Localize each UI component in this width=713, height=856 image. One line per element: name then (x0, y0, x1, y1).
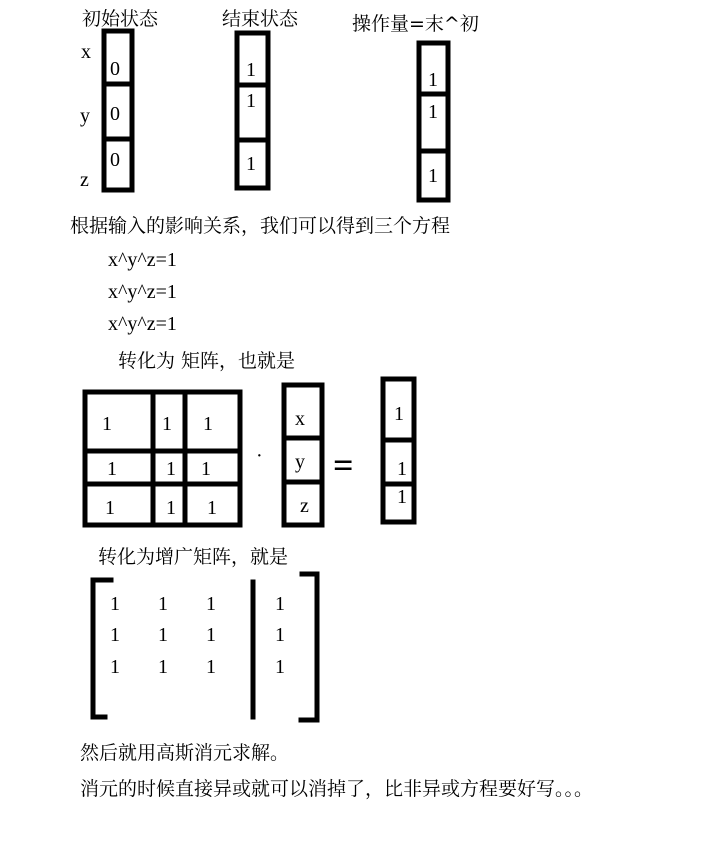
right-bracket (301, 574, 317, 720)
augmented-cell: 1 (206, 593, 216, 615)
initial-state-vector (104, 31, 132, 190)
coefficient-matrix (85, 392, 240, 525)
matrix-cell: 1 (203, 413, 213, 435)
rhs-value: 1 (397, 458, 407, 480)
equation-line-3: x^y^z=1 (108, 313, 177, 335)
equals-sign: = (333, 445, 354, 485)
initial-value-y: 0 (110, 103, 120, 125)
rhs-value: 1 (394, 403, 404, 425)
augmented-cell: 1 (110, 593, 120, 615)
matrix-cell: 1 (105, 497, 115, 519)
final-value-y: 1 (246, 90, 256, 112)
matrix-section-title: 转化为 矩阵，也就是 (118, 350, 296, 372)
augmented-cell: 1 (158, 656, 168, 678)
final-state-label: 结束状态 (222, 8, 299, 30)
dot-operator: · (256, 445, 263, 467)
variable-vector (284, 385, 322, 525)
augmented-cell: 1 (275, 624, 285, 646)
matrix-cell: 1 (166, 458, 176, 480)
operation-value-y: 1 (428, 101, 438, 123)
augmented-cell: 1 (206, 624, 216, 646)
operation-value-x: 1 (428, 69, 438, 91)
operation-value-z: 1 (428, 165, 438, 187)
augmented-cell: 1 (110, 656, 120, 678)
matrix-cell: 1 (102, 413, 112, 435)
equations-intro: 根据输入的影响关系，我们可以得到三个方程 (70, 215, 451, 237)
matrix-cell: 1 (201, 458, 211, 480)
var-z-label: z (80, 169, 89, 191)
matrix-cell: 1 (207, 497, 217, 519)
operation-vector (419, 43, 448, 200)
augmented-cell: 1 (158, 624, 168, 646)
variable-z: z (300, 495, 309, 517)
initial-state-label: 初始状态 (82, 8, 159, 30)
matrix-cell: 1 (107, 458, 117, 480)
rhs-value: 1 (397, 486, 407, 508)
augmented-cell: 1 (275, 656, 285, 678)
initial-value-x: 0 (110, 58, 120, 80)
variable-x: x (295, 408, 305, 430)
rhs-vector (383, 379, 414, 522)
final-state-vector (237, 33, 268, 188)
matrix-cell: 1 (166, 497, 176, 519)
matrix-cell: 1 (162, 413, 172, 435)
equation-line-2: x^y^z=1 (108, 281, 177, 303)
augmented-cell: 1 (275, 593, 285, 615)
augmented-cell: 1 (158, 593, 168, 615)
footer-line-2: 消元的时候直接异或就可以消掉了，比非异或方程要好写。。。 (80, 778, 594, 800)
variable-y: y (295, 451, 305, 473)
augmented-cell: 1 (110, 624, 120, 646)
augmented-cell: 1 (206, 656, 216, 678)
left-bracket (93, 580, 111, 717)
final-value-z: 1 (246, 153, 256, 175)
var-x-label: x (81, 41, 91, 63)
initial-value-z: 0 (110, 149, 120, 171)
footer-line-1: 然后就用高斯消元求解。 (80, 742, 290, 764)
operation-label: 操作量=末^初 (352, 13, 479, 35)
equation-line-1: x^y^z=1 (108, 249, 177, 271)
final-value-x: 1 (246, 59, 256, 81)
augmented-section-title: 转化为增广矩阵，就是 (98, 546, 289, 568)
augmented-matrix (93, 574, 317, 720)
var-y-label: y (80, 105, 90, 127)
